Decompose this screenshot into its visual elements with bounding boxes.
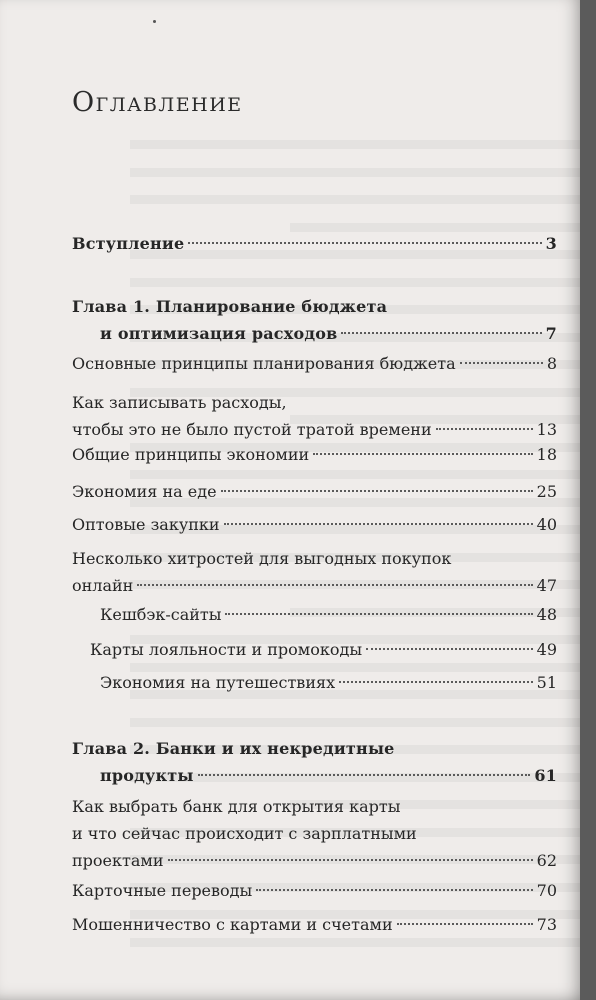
dot-leader [341, 332, 541, 334]
toc-entry-bulk-purchases[interactable] [72, 511, 557, 538]
toc-page-number: 40 [536, 515, 557, 534]
toc-page-number: 49 [536, 640, 557, 659]
toc-entry-title: Глава 1. Планирование бюджета [72, 297, 388, 316]
ghost-text-line [130, 278, 580, 287]
toc-entry-title-continued: продукты [100, 766, 194, 785]
toc-entry-title: Как записывать расходы, [72, 393, 287, 412]
toc-entry-title-continued: онлайн [72, 576, 134, 595]
toc-page-number: 8 [546, 354, 557, 373]
toc-entry-title: Вступление [72, 234, 185, 253]
toc-entry-title: Кешбэк-сайты [100, 605, 222, 624]
dot-leader [339, 681, 533, 683]
toc-entry-title: Основные принципы планирования бюджета [72, 354, 456, 373]
dot-leader [221, 490, 533, 492]
toc-page-number: 18 [536, 445, 557, 464]
dot-leader [224, 523, 533, 525]
dot-leader [198, 774, 531, 776]
toc-entry-title: Карты лояльности и промокоды [90, 640, 363, 659]
toc-entry-title-continued: проектами [72, 851, 164, 870]
dot-leader [366, 648, 533, 650]
ghost-text-line [130, 195, 580, 204]
ghost-text-line [130, 718, 580, 727]
toc-entry-introduction[interactable] [72, 230, 557, 257]
toc-entry-card-transfers[interactable] [72, 877, 557, 904]
ghost-text-line [130, 938, 580, 947]
dot-leader [188, 242, 541, 244]
dot-leader [460, 362, 543, 364]
toc-entry-title-continued: и что сейчас происходит с зарплатными [72, 824, 417, 843]
toc-page-number: 62 [536, 851, 557, 870]
toc-entry-card-fraud[interactable] [72, 911, 557, 938]
toc-entry-title-continued: чтобы это не было пустой тратой времени [72, 420, 432, 439]
dot-leader [436, 428, 533, 430]
toc-page-number: 48 [536, 605, 557, 624]
toc-entry-online-shopping[interactable] [72, 545, 557, 599]
toc-entry-title: Экономия на еде [72, 482, 217, 501]
toc-entry-title: Глава 2. Банки и их некредитные [72, 739, 395, 758]
toc-entry-title: Общие принципы экономии [72, 445, 310, 464]
dot-leader [313, 453, 532, 455]
toc-entry-loyalty-cards[interactable] [72, 636, 557, 663]
toc-page-number: 25 [536, 482, 557, 501]
toc-entry-chapter-1[interactable] [72, 293, 557, 347]
toc-entry-title-continued: и оптимизация расходов [100, 324, 338, 343]
toc-entry-cashback-sites[interactable] [72, 601, 557, 628]
dot-leader [168, 859, 533, 861]
ghost-text-line [130, 140, 580, 149]
toc-page-number: 70 [536, 881, 557, 900]
toc-entry-travel-savings[interactable] [72, 669, 557, 696]
ghost-text-line [130, 168, 580, 177]
toc-entry-recording-expenses[interactable] [72, 389, 557, 443]
toc-page-number: 51 [536, 673, 557, 692]
dot-leader [137, 584, 532, 586]
toc-entry-title: Карточные переводы [72, 881, 253, 900]
toc-entry-budget-principles[interactable] [72, 350, 557, 377]
dot-leader [225, 613, 532, 615]
dot-leader [256, 889, 532, 891]
ink-speck [153, 20, 156, 23]
toc-entry-chapter-2[interactable] [72, 735, 557, 789]
toc-entry-saving-on-food[interactable] [72, 478, 557, 505]
toc-entry-saving-principles[interactable] [72, 441, 557, 468]
toc-page-number: 61 [534, 766, 557, 785]
toc-page-number: 73 [536, 915, 557, 934]
toc-page-number: 3 [545, 234, 557, 253]
page-title: Оглавление [72, 87, 243, 118]
toc-page-number: 13 [536, 420, 557, 439]
toc-entry-choosing-bank[interactable] [72, 793, 557, 874]
toc-entry-title: Несколько хитростей для выгодных покупок [72, 549, 452, 568]
toc-entry-title: Оптовые закупки [72, 515, 220, 534]
dot-leader [397, 923, 533, 925]
toc-entry-title: Как выбрать банк для открытия карты [72, 797, 401, 816]
toc-entry-title: Мошенничество с картами и счетами [72, 915, 393, 934]
toc-page-number: 7 [545, 324, 557, 343]
toc-entry-title: Экономия на путешествиях [100, 673, 336, 692]
toc-page-number: 47 [536, 576, 557, 595]
